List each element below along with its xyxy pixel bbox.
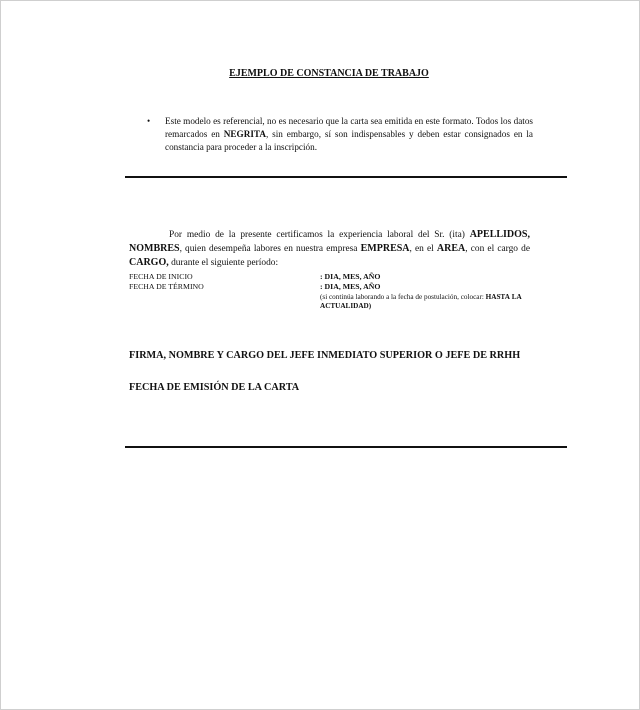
top-divider	[125, 176, 567, 178]
certification-paragraph: Por medio de la presente certificamos la experiencia laboral del Sr. (ita) APELLIDOS, NOMBRES, quien desempeña labores en nuestra empresa EMPRESA, en el AREA, con el cargo de CARGO, durante el siguiente período:	[129, 229, 530, 268]
bottom-divider	[125, 446, 567, 448]
bullet-icon: •	[147, 116, 151, 126]
end-date-label: FECHA DE TÉRMINO	[129, 282, 204, 291]
document-title: EJEMPLO DE CONSTANCIA DE TRABAJO	[229, 68, 429, 79]
company-field: EMPRESA	[360, 243, 410, 254]
emission-date-line: FECHA DE EMISIÓN DE LA CARTA	[129, 382, 300, 393]
end-date-value: : DIA, MES, AÑO	[320, 282, 381, 291]
continue-note: (si continúa laborando a la fecha de postulación, colocar: HASTA LA ACTUALIDAD)	[320, 293, 522, 310]
signature-line: FIRMA, NOMBRE Y CARGO DEL JEFE INMEDIATO SUPERIOR O JEFE DE RRHH	[129, 350, 521, 361]
area-field: AREA	[436, 243, 466, 254]
reference-note	[148, 115, 533, 154]
position-field: CARGO,	[129, 257, 169, 268]
reference-note-text: Este modelo es referencial, no es necesario que la carta sea emitida en este formato. Todos los datos remarcados en NEGRITA, sin embargo, sí son indispensables y deben estar consignados en la constancia para proceder a la inscripción.	[165, 116, 534, 152]
start-date-value: : DIA, MES, AÑO	[320, 272, 381, 281]
employee-name-field: APELLIDOS, NOMBRES	[129, 229, 530, 254]
start-date-label: FECHA DE INICIO	[129, 272, 193, 281]
